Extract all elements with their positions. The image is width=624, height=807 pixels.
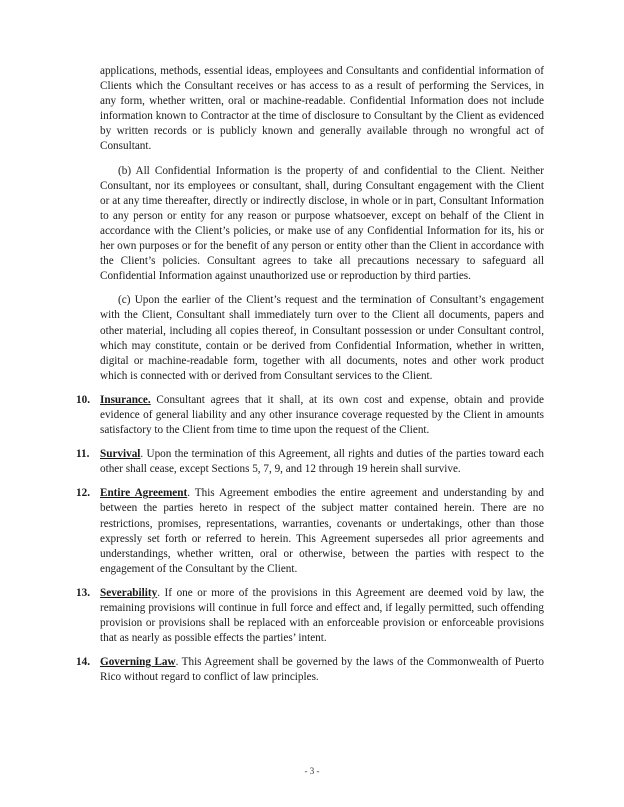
section-body: . This Agreement embodies the entire agreement and understanding by and between the parties hereto in respect of the subject matter contained herein. There are no restrictions, promises, representations, warranties, covenants or undertakings, other than those expressly set forth or referred to herein. This Agreement supersedes all prior agreements and understandings, whether written, oral or otherwise, between the parties with respect to the engagement of the Consultant by the Client. bbox=[100, 487, 544, 575]
section-number: 11. bbox=[76, 448, 90, 461]
section-body: . Upon the termination of this Agreement, all rights and duties of the parties toward each other shall cease, except Sections 5, 7, 9, and 12 through 19 herein shall survive. bbox=[100, 448, 544, 476]
section-heading: Entire Agreement bbox=[100, 487, 188, 500]
section-text bbox=[100, 393, 544, 438]
section-body: Consultant agrees that it shall, at its own cost and expense, obtain and provide evidence of general liability and any other insurance coverage requested by the Client in amounts satisfactory to the Client from time to time upon the request of the Client. bbox=[100, 393, 544, 437]
section-number: 10. bbox=[76, 393, 90, 406]
continued-paragraph: applications, methods, essential ideas, employees and Consultants and confidential information of Clients which the Consultant receives or has access to as a result of performing the Services, in any form, whether written, oral or machine-readable. Confidential Information does not include information known to Contractor at the time of disclosure to Consultant by the Client as evidenced by written records or is publicly known and generally available through no wrongful act of Consultant. bbox=[100, 65, 544, 153]
page-body bbox=[76, 64, 544, 685]
section-survival bbox=[76, 447, 544, 477]
section-insurance bbox=[76, 393, 544, 438]
section-entire-agreement bbox=[76, 486, 544, 577]
page-number: - 3 - bbox=[304, 766, 320, 776]
section-heading: Governing Law bbox=[100, 656, 176, 669]
subparagraph-c: (c) Upon the earlier of the Client’s request and the termination of Consultant’s engagement with the Client, Consultant shall immediately turn over to the Client all documents, papers and other material, including all copies thereof, in Consultant possession or under Consultant control, which may constitute, contain or be derived from Confidential Information, whether in written, digital or machine-readable form, together with all documents, notes and other work product which is connected with or derived from Consultant services to the Client. bbox=[100, 294, 544, 382]
section-heading: Insurance. bbox=[100, 393, 151, 406]
section-heading: Severability bbox=[100, 586, 158, 599]
section-text bbox=[100, 486, 544, 577]
section-body: . If one or more of the provisions in this Agreement are deemed void by law, the remaining provisions will continue in full force and effect and, if legally permitted, such offending provision or provisions shall be replaced with an enforceable provision or enforceable provisions that as nearly as possible effects the parties’ intent. bbox=[100, 586, 544, 645]
section-text bbox=[100, 655, 544, 685]
subparagraph-b: (b) All Confidential Information is the property of and confidential to the Client. Neither Consultant, nor its employees or consultant, shall, during Consultant engagement with the Client or at any time thereafter, directly or indirectly disclose, in whole or in part, Consultant Information to any person or entity for any reason or purpose whatsoever, except on behalf of the Client in accordance with the Client’s policies, or make use of any Confidential Information for its, his or her own purposes or for the benefit of any person or entity other than the Client in accordance with the Client’s policies. Consultant agrees to take all precautions necessary to safeguard all Confidential Information against unauthorized use or reproduction by third parties. bbox=[100, 164, 544, 283]
section-number: 14. bbox=[76, 656, 90, 669]
section-severability bbox=[76, 586, 544, 646]
section-number: 12. bbox=[76, 487, 90, 500]
section-heading: Survival bbox=[100, 448, 141, 461]
section-body: . This Agreement shall be governed by the laws of the Commonwealth of Puerto Rico without regard to conflict of law principles. bbox=[100, 656, 544, 684]
section-text bbox=[100, 586, 544, 646]
section-governing-law bbox=[76, 655, 544, 685]
section-number: 13. bbox=[76, 586, 90, 599]
section-text bbox=[100, 447, 544, 477]
